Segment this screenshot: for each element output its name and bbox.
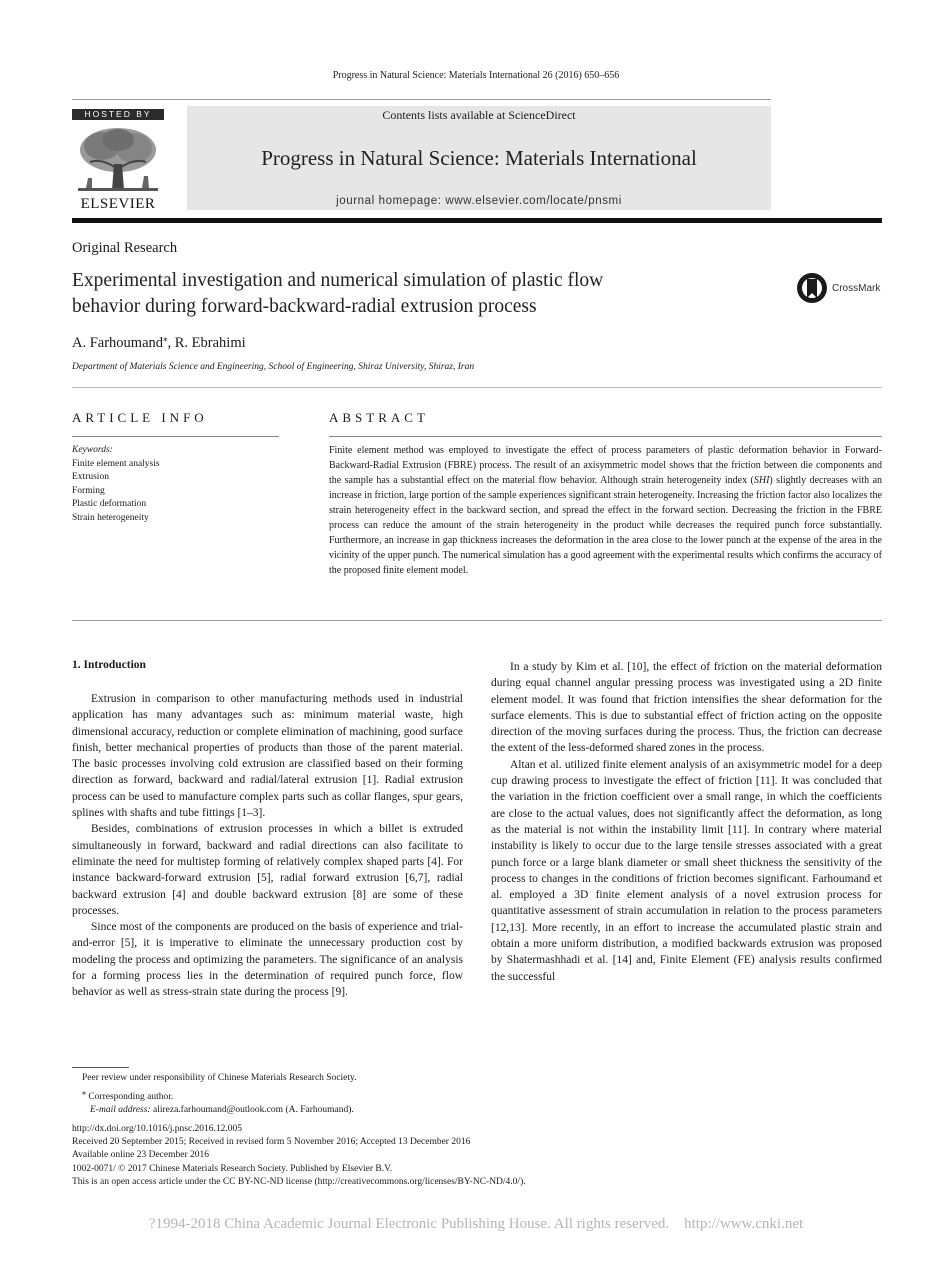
article-title-line-2: behavior during forward-backward-radial extrusion process xyxy=(72,296,537,317)
body-column-right xyxy=(491,659,882,985)
contents-line: Contents lists available at ScienceDirect xyxy=(382,108,576,122)
email-note xyxy=(82,1104,357,1118)
peer-review-note: Peer review under responsibility of Chinese Materials Research Society. xyxy=(82,1073,357,1083)
corresponding-note xyxy=(82,1086,357,1105)
keyword-item: Strain heterogeneity xyxy=(72,512,149,523)
keyword-item: Forming xyxy=(72,485,105,496)
footnote-rule xyxy=(72,1067,129,1068)
abstract-shi: SHI xyxy=(753,475,770,486)
keyword-item: Extrusion xyxy=(72,472,109,483)
abstract-part: Finite element method was employed to investigate the effect of process parameters of plastic deformation behavior in Forward-Backward-Radial Extrusion (FBRE) process. The result of an axisymmetric model shows that the friction between die components and the sample has a substantial effect on the material flow behavior. Although strain heterogeneity index ( xyxy=(329,445,882,486)
affiliation: Department of Materials Science and Engineering, School of Engineering, Shiraz University, Shiraz, Iran xyxy=(72,362,475,372)
header-thick-rule xyxy=(72,218,882,223)
author-name[interactable]: R. Ebrahimi xyxy=(174,334,246,351)
abstract-part: ) slightly decreases with an increase in friction, large portion of the sample experiences significant strain heterogeneity. Increasing the friction factor also localizes the strain heterogeneity effect in the backward section, and spread the effect in the forward section. Decreasing the friction in the FBRE process can reduce the amount of the strain heterogeneity in the product while decreases the required punch force substantially. Furthermore, an increase in gap thickness increases the deformation in the area close to the lower punch at the expense of the area in the vicinity of the upper punch. The numerical simulation has a good agreement with the experimental results which confirms the accuracy of the proposed finite element model. xyxy=(329,475,883,576)
publication-info xyxy=(72,1123,526,1189)
keyword-item: Plastic deformation xyxy=(72,499,147,510)
copyright-line: 1002-0071/ © 2017 Chinese Materials Research Society. Published by Elsevier B.V. xyxy=(72,1163,393,1174)
paragraph: Extrusion in comparison to other manufacturing methods used in industrial application has many advantages such as: minimum material waste, high dimensional accuracy, reduction or complete elimination of machining, good surface finish, better mechanical properties of products than those of the parent material. The basic processes involving cold extrusion are classified based on their forming direction as forward, backward and radial/lateral extrusion [1]. Radial extrusion process can be used to manufacture complex parts such as collar flanges, spur gears, splines with shafts and tube fittings [1–3]. xyxy=(72,693,463,820)
keywords-label: Keywords: xyxy=(72,445,113,455)
article-title-line-1: Experimental investigation and numerical simulation of plastic flow xyxy=(72,270,604,291)
elsevier-tree-logo xyxy=(72,124,164,194)
author-separator: , xyxy=(167,334,175,351)
keywords-block xyxy=(72,444,160,526)
section-heading: 1. Introduction xyxy=(72,659,146,671)
elsevier-wordmark: ELSEVIER xyxy=(80,196,156,212)
hosted-by-label: HOSTED BY xyxy=(72,109,164,120)
corresponding-mark: ⁎ xyxy=(82,1087,86,1097)
received-dates: Received 20 September 2015; Received in revised form 5 November 2016; Accepted 13 December 2016 xyxy=(72,1137,471,1148)
cnki-watermark: ?1994-2018 China Academic Journal Electronic Publishing House. All rights reserved. http://www.cnki.net xyxy=(148,1216,804,1232)
license-line: This is an open access article under the CC BY-NC-ND license (http://creativecommons.org/licenses/BY-NC-ND/4.0/). xyxy=(72,1176,526,1187)
divider xyxy=(72,620,882,621)
paragraph: Besides, combinations of extrusion processes in which a billet is extruded simultaneously in forward, backward and radial directions can also facilitate to eliminate the need for multistep forming of relatively complex shaped parts [4]. For instance backward-forward extrusion [5], radial forward extrusion [6,7], radial backward extrusion [4] and double backward extrusion [8] are some of these processes. xyxy=(72,823,463,917)
doi-link[interactable]: http://dx.doi.org/10.1016/j.pnsc.2016.12.005 xyxy=(72,1124,243,1134)
header-rule xyxy=(72,99,771,100)
corresponding-text: Corresponding author. xyxy=(85,1091,174,1102)
divider xyxy=(72,436,279,437)
paragraph: In a study by Kim et al. [10], the effect of friction on the material deformation during equal channel angular pressing process was investigated using a 2D finite element model. It was found that friction intensifies the shear deformation for the surface elements. This is due to substantial effect of friction acting on the opposite direction of the moving surfaces during the process. Thus, the friction can decrease the extent of the less-deformed shared zones in the process. xyxy=(491,661,882,755)
corresponding-mark: ⁎ xyxy=(163,333,168,343)
body-column-left xyxy=(72,691,463,1001)
paragraph: Altan et al. utilized finite element analysis of an axisymmetric model for a deep cup drawing process to investigate the effect of friction [11]. It was concluded that the variation in the friction coefficient over a small range, in which the coefficients are close to the actual values, does not significantly affect the deformation, as long as the material is not within the instability limit [11]. In contrary where material instability is likely to occur due to the large tensile stresses associated with a great punch force or a large blank diameter or small sheet thickness the sensitivity of the process to changes in the conditions of friction becomes significant. Farhoumand et al. employed a 3D finite element analysis of a novel extrusion process for quantitative assessment of strain accumulation in relation to the process parameters [12,13]. More recently, in an effort to increase the accumulated plastic strain and obtain a more uniform distribution, a modified backwards extrusion was proposed by Shatermashhadi et al. [14] and, Finite Element (FE) analysis results confirmed the successful xyxy=(491,758,882,983)
email-address[interactable]: alireza.farhoumand@outlook.com (A. Farhoumand). xyxy=(150,1105,354,1116)
author-name[interactable]: A. Farhoumand xyxy=(72,334,164,351)
journal-citation: Progress in Natural Science: Materials International 26 (2016) 650–656 xyxy=(332,70,620,81)
keyword-item: Finite element analysis xyxy=(72,458,160,469)
article-info-heading: ARTICLE INFO xyxy=(72,410,208,425)
author-list xyxy=(72,333,246,352)
abstract-heading: ABSTRACT xyxy=(329,410,429,425)
journal-homepage[interactable]: journal homepage: www.elsevier.com/locate/pnsmi xyxy=(336,195,622,207)
email-label: E-mail address: xyxy=(90,1105,151,1116)
paragraph: Since most of the components are produced on the basis of experience and trial-and-error [5], it is imperative to eliminate the unnecessary production cost by modeling the process and optimizing the parameters. The significance of an analysis for a forming process lies in the determination of required punch force, flow behavior as well as stress-strain state during the process [9]. xyxy=(72,921,463,999)
article-type: Original Research xyxy=(72,240,178,256)
footnotes xyxy=(82,1072,357,1118)
divider xyxy=(329,436,882,437)
journal-name: Progress in Natural Science: Materials International xyxy=(261,146,697,170)
available-date: Available online 23 December 2016 xyxy=(72,1150,209,1161)
abstract-text xyxy=(329,443,882,578)
crossmark-label[interactable]: CrossMark xyxy=(832,283,881,294)
article-title xyxy=(72,268,772,320)
divider xyxy=(72,387,882,388)
